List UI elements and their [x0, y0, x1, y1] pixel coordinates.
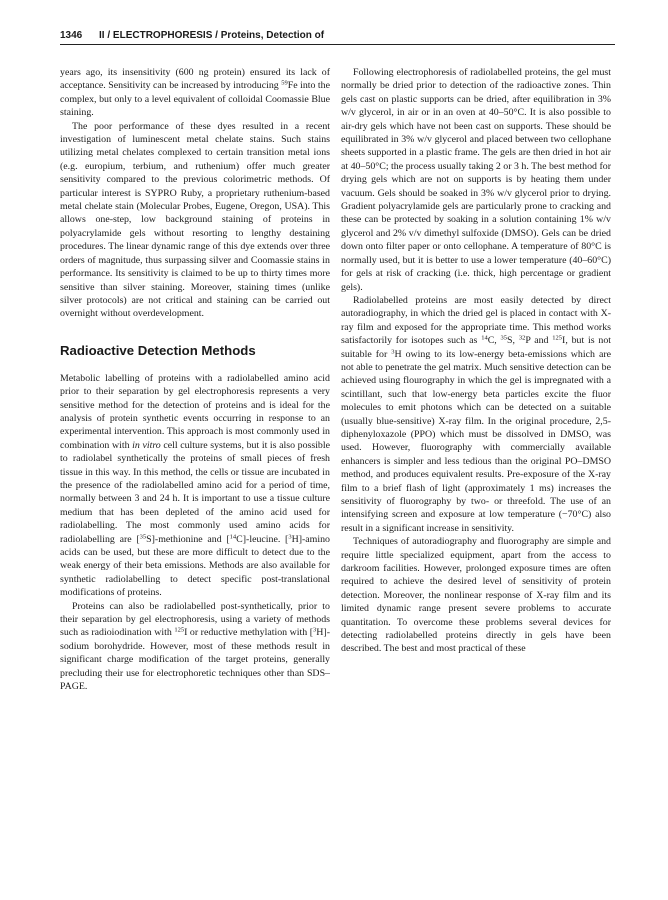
paragraph: Proteins can also be radiolabelled post-synthetically, prior to their separation by gel electrophoresis, using a variety of methods such as radioiodination with $^{125}$I or reductive methylation with [$^3$H]-sodium borohydride. However, most of these methods result in significant charge modification of the target proteins, generally precluding their use for electrophoretic techniques other than SDS–PAGE. [60, 600, 330, 693]
superscript: 3 [391, 348, 395, 356]
paragraph: Radiolabelled proteins are most easily detected by direct autoradiography, in which the dried gel is placed in contact with X-ray film and exposed for the appropriate time. This method works satisfactorily for isotopes such as $^{14}$C, $^{35}$S, $^{32}$P and $^{125}$I, but is not suitable for $^3$H owing to its low-energy beta-emissions which are not able to penetrate the gel matrix. Much sensitive detection can be achieved using flourography in which the gel is impregnated with a scintillant, such that low-energy beta particles excite the fluor molecules to emit photons which can be detected on a suitable (usually blue-sensitive) X-ray film. In the original procedure, 2,5-diphenyloxazole (PPO) which must be dissolved in DMSO, was used. However, fluorography with commercially available enhancers is simpler and less tedious than the original PO–DMSO method, and produces equivalent results. Pre-exposure of the X-ray film to a brief flash of light (approximately 1 ms) increases the sensitivity of fluorography by two- or threefold. The use of an intensifying screen and exposure at low temperature (−70°C) also result in a significant increase in sensitivity. [341, 294, 612, 534]
superscript: 32 [518, 334, 526, 342]
section-heading: Radioactive Detection Methods [60, 342, 256, 358]
superscript: 14 [229, 533, 237, 541]
superscript: 35 [139, 533, 147, 541]
running-title: II / ELECTROPHORESIS / Proteins, Detection of [99, 30, 325, 41]
left-column [60, 66, 330, 693]
paragraph: years ago, its insensitivity (600 ng protein) ensured its lack of acceptance. Sensitivity can be increased by introducing $^{59}$Fe into the complex, but only to a level equivalent of colloidal Coomassie Blue staining. [60, 67, 330, 119]
superscript: 125 [552, 334, 563, 342]
header-rule [60, 44, 615, 45]
superscript: 59 [281, 79, 288, 87]
running-header [60, 30, 615, 41]
superscript: 14 [481, 334, 488, 342]
superscript: 3 [288, 533, 292, 541]
italic-term: in vitro [132, 439, 161, 451]
superscript: 35 [500, 334, 508, 342]
superscript: 125 [174, 626, 185, 634]
page-number: 1346 [60, 30, 83, 41]
paragraph: The poor performance of these dyes resulted in a recent investigation of luminescent metal chelate stains. Such stains utilizing metal chelates complexed to certain transition metal ions (e.g. europium, terbium, and ruthenium) offer much greater sensitivity compared to the previous colorimetric methods. Of particular interest is SYPRO Ruby, a proprietary ruthenium-based metal chelate stain (Molecular Probes, Eugene, Oregon, USA). This allows one-step, low background staining of proteins in polyacrylamide gels without resorting to lengthy destaining procedures. The linear dynamic range of this dye extends over three orders of magnitude, thus surpassing silver and Coomassie stains in performance. Its sensitivity is claimed to be up to thirty times more sensitive than silver staining. Moreover, staining times (unlike silver protocols) are not critical and staining can be carried out overnight without overdevelopment. [60, 120, 330, 320]
paragraph: Following electrophoresis of radiolabelled proteins, the gel must normally be dried prior to detection of the radioactive zones. Thin gels cast on plastic supports can be dried, after equilibration in 3% w/v glycerol, in air or in an oven at 40–50°C. It is also possible to air-dry gels which have not been cast on supports. These should be equilibrated in 3% w/v glycerol and placed between two cellophane sheets supported in a plastic frame. The gels are then dried in hot air at 40–50°C; the process usually taking 2 or 3 h. The best method for drying gels which are not on supports is by heating them under vacuum. Gels should be soaked in 3% w/v glycerol prior to drying. Gradient polyacrylamide gels are particularly prone to cracking and these can be protected by soaking in a solution containing 1% w/v glycerol and 2% v/v dimethyl sulfoxide (DMSO). Gels can be dried down onto filter paper or onto cellophane. A temperature of 80°C is normally used, but it is better to use a lower temperature (40–60°C) for gels at risk of cracking (i.e. thick, high percentage or gradient gels). [341, 67, 611, 293]
right-column [341, 66, 611, 656]
superscript: 3 [313, 626, 317, 634]
paragraph: Metabolic labelling of proteins with a radiolabelled amino acid prior to their separation by gel electrophoresis represents a very sensitive method for the detection of proteins and is ideal for the analysis of protein synthetic events occurring in response to an experimental intervention. This approach is most commonly used in combination with in vitro cell culture systems, but it is also possible to radiolabel synthetically the proteins of small pieces of fresh tissue in this way. In this method, the cells or tissue are incubated in the presence of the radiolabelled amino acid for a period of time, normally between 3 and 24 h. It is important to use a tissue culture medium that has been depleted of the amino acid used for radiolabelling. The most commonly used amino acids for radiolabelling are [$^{35}$S]-methionine and [$^{14}$C]-leucine. [$^3$H]-amino acids can be used, but these are more difficult to detect due to the weak energy of their beta emissions. Methods are also available for synthetic radiolabelling to detect specific post-translational modifications of proteins. [60, 372, 331, 599]
paragraph: Techniques of autoradiography and fluorography are simple and require little specialized equipment, apart from the access to darkroom facilities. However, prolonged exposure times are often required to achieve the desired level of sensitivity of protein detection. Moreover, the nonlinear response of X-ray film and its limited dynamic range present severe problems to accurate quantitation. To overcome these problems several devices for detecting radiolabelled proteins directly in gels have been described. The best and most practical of these [341, 536, 611, 655]
